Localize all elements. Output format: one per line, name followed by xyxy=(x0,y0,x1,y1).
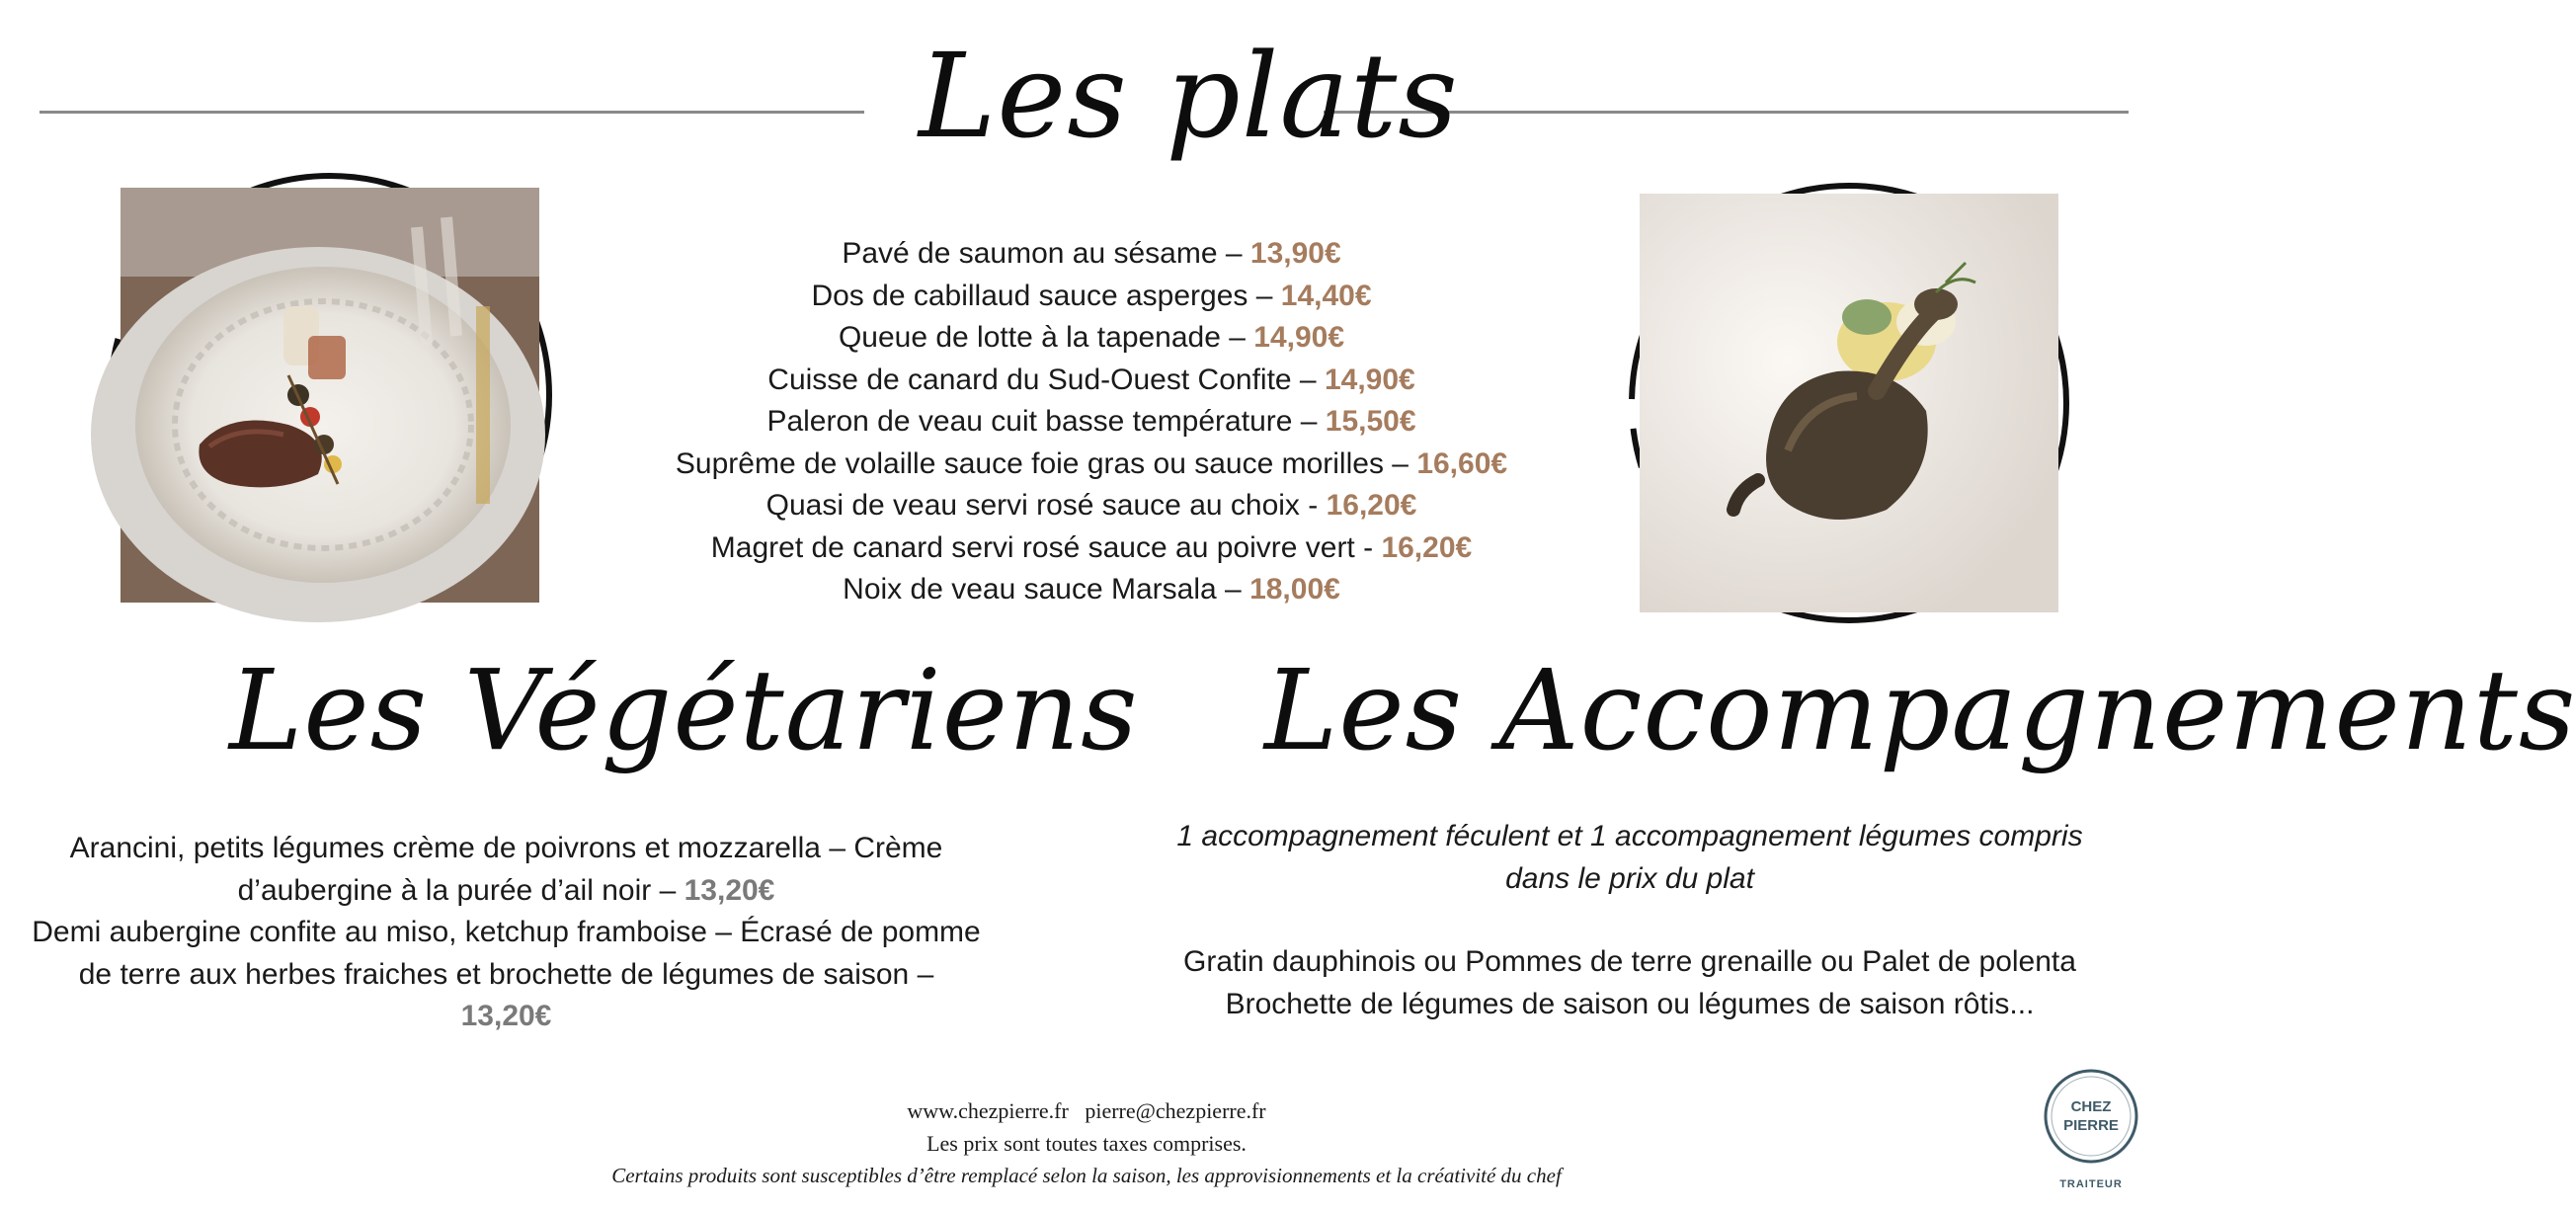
accompagnements-choices: Gratin dauphinois ou Pommes de terre grenaille ou Palet de polenta Brochette de légumes de saison ou légumes de saison rôtis... xyxy=(1183,945,2076,1020)
plat-price: 16,20€ xyxy=(1381,530,1473,564)
footer-contact xyxy=(494,1094,1679,1127)
plat-price: 14,90€ xyxy=(1253,321,1345,354)
footer-taxes: Les prix sont toutes taxes comprises. xyxy=(926,1131,1247,1156)
footer xyxy=(494,1094,1679,1192)
plat-item: Cuisse de canard du Sud-Ouest Confite – 14,90€ xyxy=(767,363,1415,396)
chez-pierre-logo xyxy=(2040,1067,2142,1195)
vegetariens-list xyxy=(30,828,983,1038)
plat-item: Dos de cabillaud sauce asperges – 14,40€ xyxy=(811,279,1372,312)
plat-price: 15,50€ xyxy=(1325,405,1416,438)
plat-item: Quasi de veau servi rosé sauce au choix - 16,20€ xyxy=(765,489,1417,522)
plat-item: Suprême de volaille sauce foie gras ou sauce morilles – 16,60€ xyxy=(675,446,1508,480)
accompagnements-block xyxy=(1175,816,2084,1025)
plat-price: 14,40€ xyxy=(1280,279,1372,312)
vegetariens-title: Les Végétariens xyxy=(229,647,1139,775)
plat-price: 13,90€ xyxy=(1249,237,1341,270)
accompagnements-intro: 1 accompagnement féculent et 1 accompagnement légumes compris dans le prix du plat xyxy=(1176,820,2083,895)
vegetarien-item: Demi aubergine confite au miso, ketchup framboise – Écrasé de pomme de terre aux herbes fraiches et brochette de légumes de saison – 13,20€ xyxy=(32,916,981,1032)
steak-dish-photo xyxy=(121,188,539,603)
vegetarien-price: 13,20€ xyxy=(684,873,775,907)
plat-price: 16,20€ xyxy=(1326,489,1417,522)
plat-price: 18,00€ xyxy=(1249,573,1340,606)
website-link[interactable]: www.chezpierre.fr xyxy=(907,1098,1069,1123)
email-link[interactable]: pierre@chezpierre.fr xyxy=(1085,1098,1266,1123)
plats-list xyxy=(553,233,1630,611)
plat-item: Paleron de veau cuit basse température – 15,50€ xyxy=(766,405,1416,438)
plat-item: Noix de veau sauce Marsala – 18,00€ xyxy=(843,573,1340,606)
plats-title: Les plats xyxy=(919,28,1459,164)
plat-item: Magret de canard servi rosé sauce au poivre vert - 16,20€ xyxy=(710,530,1473,564)
vegetarien-item: Arancini, petits légumes crème de poivrons et mozzarella – Crème d’aubergine à la purée d’ail noir – 13,20€ xyxy=(69,832,943,907)
vegetarien-price: 13,20€ xyxy=(460,1000,552,1032)
plat-item: Queue de lotte à la tapenade – 14,90€ xyxy=(838,321,1345,354)
footer-disclaimer: Certains produits sont susceptibles d’être remplacé selon la saison, les approvisionnements et la créativité du chef xyxy=(611,1164,1562,1187)
duck-confit-photo xyxy=(1640,194,2058,612)
accompagnements-title: Les Accompagnements xyxy=(1264,647,2576,775)
logo-tagline: TRAITEUR xyxy=(2059,1178,2123,1190)
plat-price: 16,60€ xyxy=(1416,446,1508,480)
logo-line1: CHEZ xyxy=(2070,1098,2112,1115)
plat-price: 14,90€ xyxy=(1324,363,1415,396)
title-rule-left xyxy=(40,111,864,114)
logo-line2: PIERRE xyxy=(2063,1117,2119,1134)
plat-item: Pavé de saumon au sésame – 13,90€ xyxy=(842,237,1341,270)
